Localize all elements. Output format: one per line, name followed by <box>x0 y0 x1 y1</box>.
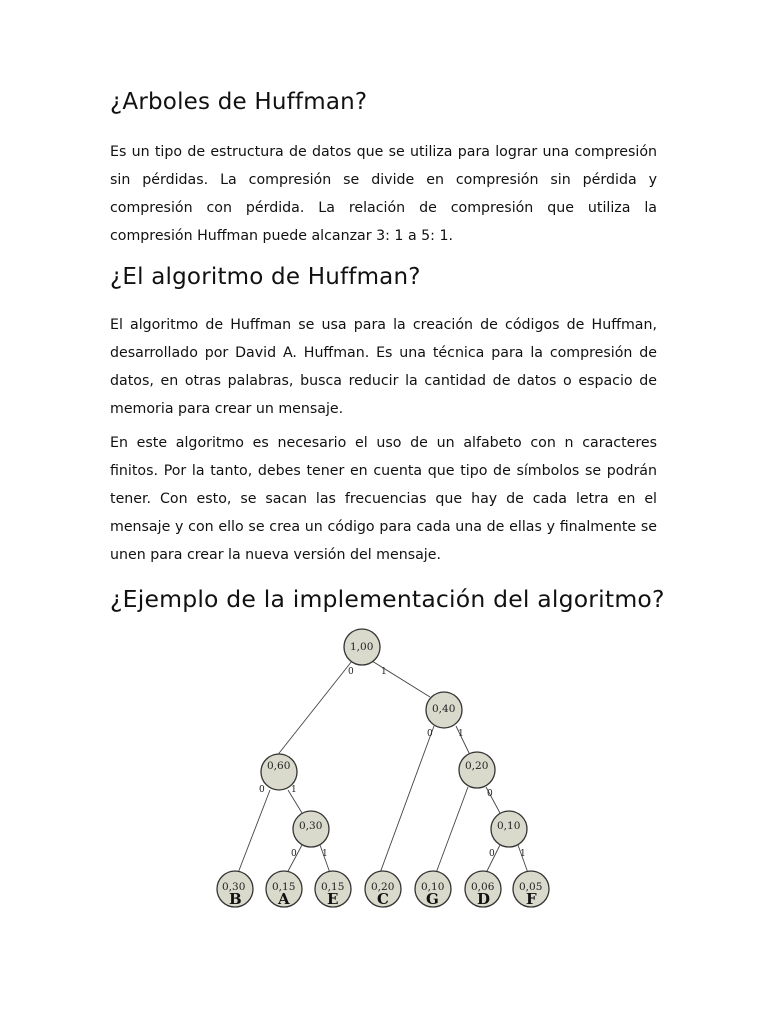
node-value: 1,00 <box>350 641 374 653</box>
node-value: 0,10 <box>497 820 521 832</box>
leaf-value: 0,30 <box>222 881 246 893</box>
edge-040-c <box>380 726 434 873</box>
leaf-symbol: C <box>377 890 389 908</box>
bit-label: 0 <box>259 785 265 795</box>
edge-root-060 <box>276 661 352 757</box>
tree-node-020 <box>459 752 495 788</box>
tree-leaf-d <box>465 871 501 908</box>
bit-label: 1 <box>520 849 526 859</box>
tree-leaf-c <box>365 871 401 908</box>
tree-node-040 <box>426 692 462 728</box>
tree-node-010 <box>491 811 527 847</box>
bit-label: 0 <box>291 849 297 859</box>
bit-label: 1 <box>291 785 297 795</box>
leaf-symbol: A <box>278 890 290 908</box>
leaf-symbol: F <box>526 890 537 908</box>
leaf-symbol: B <box>229 890 242 908</box>
heading-huffman-trees: ¿Arboles de Huffman? <box>110 89 368 115</box>
leaf-value: 0,10 <box>421 881 445 893</box>
bit-label: 0 <box>427 729 433 739</box>
tree-leaf-b <box>217 871 253 908</box>
bit-label: 1 <box>458 729 464 739</box>
paragraph-huffman-trees: Es un tipo de estructura de datos que se utiliza para lograr una compresión sin pérdidas. La compresión se divide en compresión sin pérdida y compresión con pérdida. La relación de compresión que utiliza la compresión Huffman puede alcanzar 3: 1 a 5: 1. <box>110 144 657 244</box>
tree-node-root <box>344 629 380 665</box>
leaf-value: 0,06 <box>471 881 495 893</box>
heading-huffman-algorithm: ¿El algoritmo de Huffman? <box>110 264 421 290</box>
leaf-symbol: D <box>477 890 491 908</box>
bit-label: 0 <box>348 667 354 677</box>
tree-leaf-f <box>513 871 549 908</box>
bit-label: 1 <box>381 667 387 677</box>
bit-label: 1 <box>322 849 328 859</box>
edge-020-g <box>436 787 468 873</box>
node-value: 0,60 <box>267 760 291 772</box>
tree-leaf-a <box>266 871 302 908</box>
tree-node-030 <box>293 811 329 847</box>
node-value: 0,40 <box>432 703 456 715</box>
tree-node-060 <box>261 754 297 790</box>
node-value: 0,20 <box>465 760 489 772</box>
bit-label: 0 <box>487 789 493 799</box>
leaf-value: 0,15 <box>272 881 296 893</box>
leaf-symbol: G <box>426 890 439 908</box>
paragraph-algorithm-steps: En este algoritmo es necesario el uso de un alfabeto con n caracteres finitos. Por la tanto, debes tener en cuenta que tipo de símbolos se podrán tener. Con esto, se sacan las frecuencias que hay de cada letra en el mensaje y con ello se crea un código para cada una de ellas y finalmente se unen para crear la nueva versión del mensaje. <box>110 435 657 563</box>
paragraph-algorithm-description: El algoritmo de Huffman se usa para la creación de códigos de Huffman, desarrollado por David A. Huffman. Es una técnica para la compresión de datos, en otras palabras, busca reducir la cantidad de datos o espacio de memoria para crear un mensaje. <box>110 317 657 417</box>
heading-implementation-example: ¿Ejemplo de la implementación del algoritmo? <box>110 585 665 613</box>
bit-label: 0 <box>489 849 495 859</box>
node-value: 0,30 <box>299 820 323 832</box>
tree-leaf-g <box>415 871 451 908</box>
leaf-value: 0,05 <box>519 881 543 893</box>
leaf-value: 0,15 <box>321 881 345 893</box>
tree-leaf-e <box>315 871 351 908</box>
leaf-symbol: E <box>327 890 339 908</box>
leaf-value: 0,20 <box>371 881 395 893</box>
edge-060-b <box>238 790 270 873</box>
